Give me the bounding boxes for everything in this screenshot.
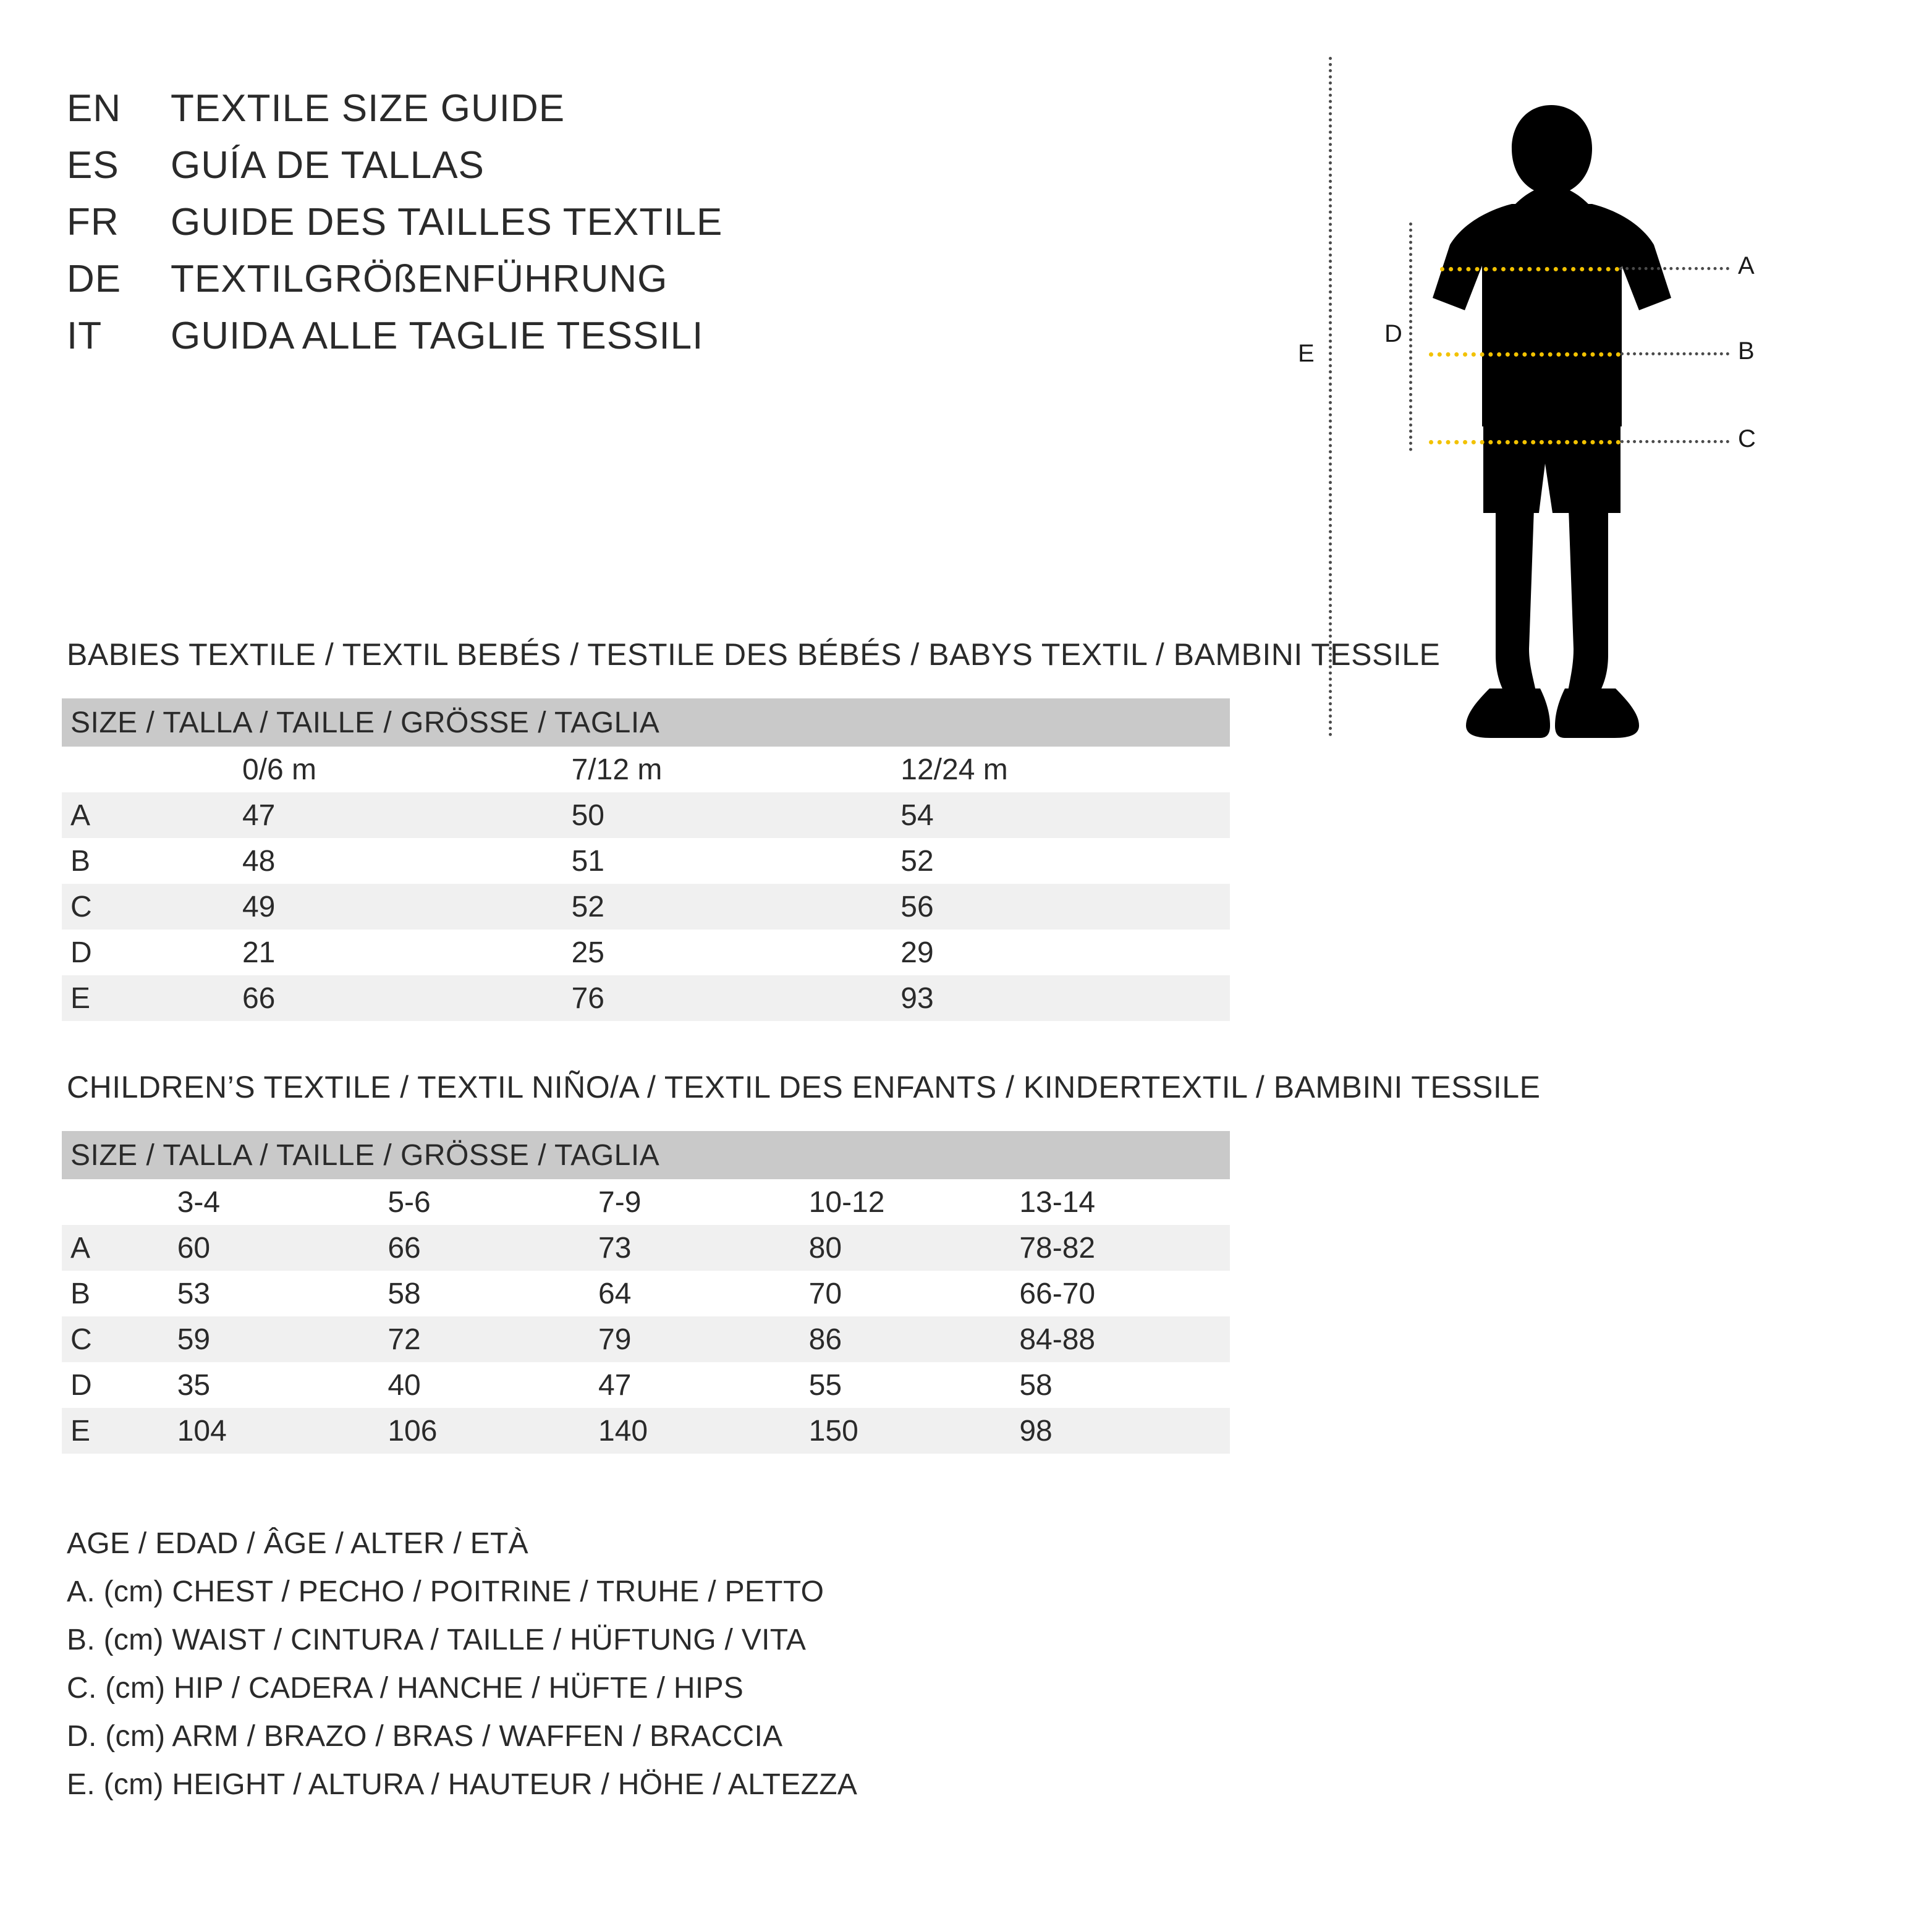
row-label: E (62, 1408, 177, 1454)
cell-value: 48 (242, 844, 276, 878)
language-code: EN (67, 87, 122, 130)
language-title: GUIDE DES TAILLES TEXTILE (171, 201, 723, 244)
language-row (67, 200, 1241, 257)
cell-value: 86 (809, 1316, 1020, 1362)
row-label: D (70, 1368, 92, 1402)
cell-value: 29 (900, 936, 934, 969)
cell-value: 50 (572, 792, 901, 838)
column-header: 0/6 m (242, 753, 316, 786)
cell-value: 72 (388, 1316, 598, 1362)
table-row (62, 792, 1230, 838)
table-row (62, 838, 1230, 884)
table-row (62, 884, 1230, 930)
column-header: 12/24 m (900, 753, 1008, 786)
measure-line-a (1440, 267, 1619, 271)
measure-line-e (1329, 57, 1332, 737)
figure-label-a: A (1738, 252, 1755, 279)
cell-value: 54 (900, 792, 1230, 838)
table-row (62, 1225, 1230, 1271)
language-code: DE (67, 258, 122, 300)
cell-value: 73 (598, 1225, 809, 1271)
column-header: 3-4 (177, 1185, 221, 1219)
children-table-header-label: SIZE / TALLA / TAILLE / GRÖSSE / TAGLIA (62, 1131, 1230, 1179)
cell-value: 55 (808, 1368, 842, 1402)
cell-value: 64 (598, 1277, 632, 1310)
language-title: GUIDA ALLE TAGLIE TESSILI (171, 315, 704, 357)
language-code: FR (67, 201, 119, 244)
cell-value: 66-70 (1019, 1277, 1096, 1310)
legend-line: B. (cm) WAIST / CINTURA / TAILLE / HÜFTUNG / VITA (67, 1624, 807, 1656)
cell-value: 98 (1019, 1408, 1230, 1454)
row-label: A (62, 792, 242, 838)
legend-line: AGE / EDAD / ÂGE / ALTER / ETÀ (67, 1527, 528, 1560)
figure-label-c: C (1738, 425, 1756, 452)
measurement-figure (1298, 80, 1891, 760)
row-label: D (70, 936, 92, 969)
row-label: C (62, 1316, 177, 1362)
table-row (62, 1316, 1230, 1362)
children-size-table (62, 1131, 1230, 1454)
cell-value: 58 (1019, 1368, 1053, 1402)
cell-value: 52 (572, 884, 901, 930)
babies-size-table (62, 698, 1230, 1021)
table-row (62, 975, 1230, 1021)
child-silhouette-icon (1397, 80, 1891, 773)
column-header: 10-12 (808, 1185, 885, 1219)
figure-label-b: B (1738, 337, 1755, 365)
cell-value: 49 (242, 884, 572, 930)
cell-value: 140 (598, 1408, 809, 1454)
language-code: IT (67, 315, 103, 357)
measurement-legend (67, 1527, 1426, 1816)
cell-value: 106 (388, 1408, 598, 1454)
cell-value: 59 (177, 1316, 388, 1362)
column-header: 5-6 (388, 1185, 431, 1219)
cell-value: 150 (809, 1408, 1020, 1454)
column-header: 7-9 (598, 1185, 642, 1219)
measure-line-d (1409, 222, 1412, 451)
language-row (67, 257, 1241, 314)
leader-line-c (1621, 440, 1729, 443)
cell-value: 93 (900, 975, 1230, 1021)
leader-line-b (1621, 352, 1729, 355)
figure-label-d: D (1384, 320, 1402, 347)
row-label: C (62, 884, 242, 930)
cell-value: 52 (900, 844, 934, 878)
column-header: 13-14 (1019, 1185, 1096, 1219)
language-title: GUÍA DE TALLAS (171, 144, 485, 187)
leader-line-a (1619, 267, 1729, 270)
cell-value: 58 (388, 1277, 421, 1310)
language-row (67, 143, 1241, 200)
cell-value: 25 (571, 936, 604, 969)
cell-value: 40 (388, 1368, 421, 1402)
legend-line: C. (cm) HIP / CADERA / HANCHE / HÜFTE / HIPS (67, 1672, 744, 1705)
language-row (67, 314, 1241, 371)
children-section-title: CHILDREN’S TEXTILE / TEXTIL NIÑO/A / TEXTIL DES ENFANTS / KINDERTEXTIL / BAMBINI TESSILE (67, 1070, 1541, 1104)
cell-value: 76 (572, 975, 901, 1021)
cell-value: 56 (900, 884, 1230, 930)
table-row (62, 930, 1230, 975)
figure-label-e: E (1298, 340, 1315, 367)
cell-value: 66 (242, 975, 572, 1021)
babies-section-title: BABIES TEXTILE / TEXTIL BEBÉS / TESTILE DES BÉBÉS / BABYS TEXTIL / BAMBINI TESSILE (67, 637, 1441, 672)
row-label: A (62, 1225, 177, 1271)
table-header-row (62, 1131, 1230, 1179)
language-title: TEXTILE SIZE GUIDE (171, 87, 566, 130)
row-label: B (70, 1277, 91, 1310)
table-header-row (62, 698, 1230, 747)
row-label: E (62, 975, 242, 1021)
cell-value: 79 (598, 1316, 809, 1362)
table-column-row (62, 747, 1230, 792)
language-row (67, 87, 1241, 143)
table-column-row (62, 1179, 1230, 1225)
cell-value: 104 (177, 1408, 388, 1454)
measure-line-b (1429, 352, 1621, 357)
table-row (62, 1408, 1230, 1454)
language-title: TEXTILGRÖßENFÜHRUNG (171, 258, 668, 300)
column-header: 7/12 m (571, 753, 663, 786)
table-row (62, 1271, 1230, 1316)
language-code: ES (67, 144, 119, 187)
cell-value: 47 (242, 792, 572, 838)
cell-value: 47 (598, 1368, 632, 1402)
measure-line-c (1429, 440, 1621, 444)
cell-value: 35 (177, 1368, 211, 1402)
cell-value: 60 (177, 1225, 388, 1271)
babies-table-header-label: SIZE / TALLA / TAILLE / GRÖSSE / TAGLIA (62, 698, 1230, 747)
cell-value: 21 (242, 936, 276, 969)
empty-corner-cell (62, 1179, 177, 1225)
language-title-list (67, 87, 1241, 371)
cell-value: 66 (388, 1225, 598, 1271)
table-row (62, 1362, 1230, 1408)
cell-value: 53 (177, 1277, 211, 1310)
cell-value: 70 (808, 1277, 842, 1310)
legend-line: D. (cm) ARM / BRAZO / BRAS / WAFFEN / BRACCIA (67, 1720, 783, 1753)
row-label: B (70, 844, 91, 878)
legend-line: A. (cm) CHEST / PECHO / POITRINE / TRUHE / PETTO (67, 1575, 824, 1608)
empty-corner-cell (62, 747, 242, 792)
cell-value: 80 (809, 1225, 1020, 1271)
cell-value: 84-88 (1019, 1316, 1230, 1362)
legend-line: E. (cm) HEIGHT / ALTURA / HAUTEUR / HÖHE / ALTEZZA (67, 1768, 858, 1801)
cell-value: 78-82 (1019, 1225, 1230, 1271)
cell-value: 51 (571, 844, 604, 878)
